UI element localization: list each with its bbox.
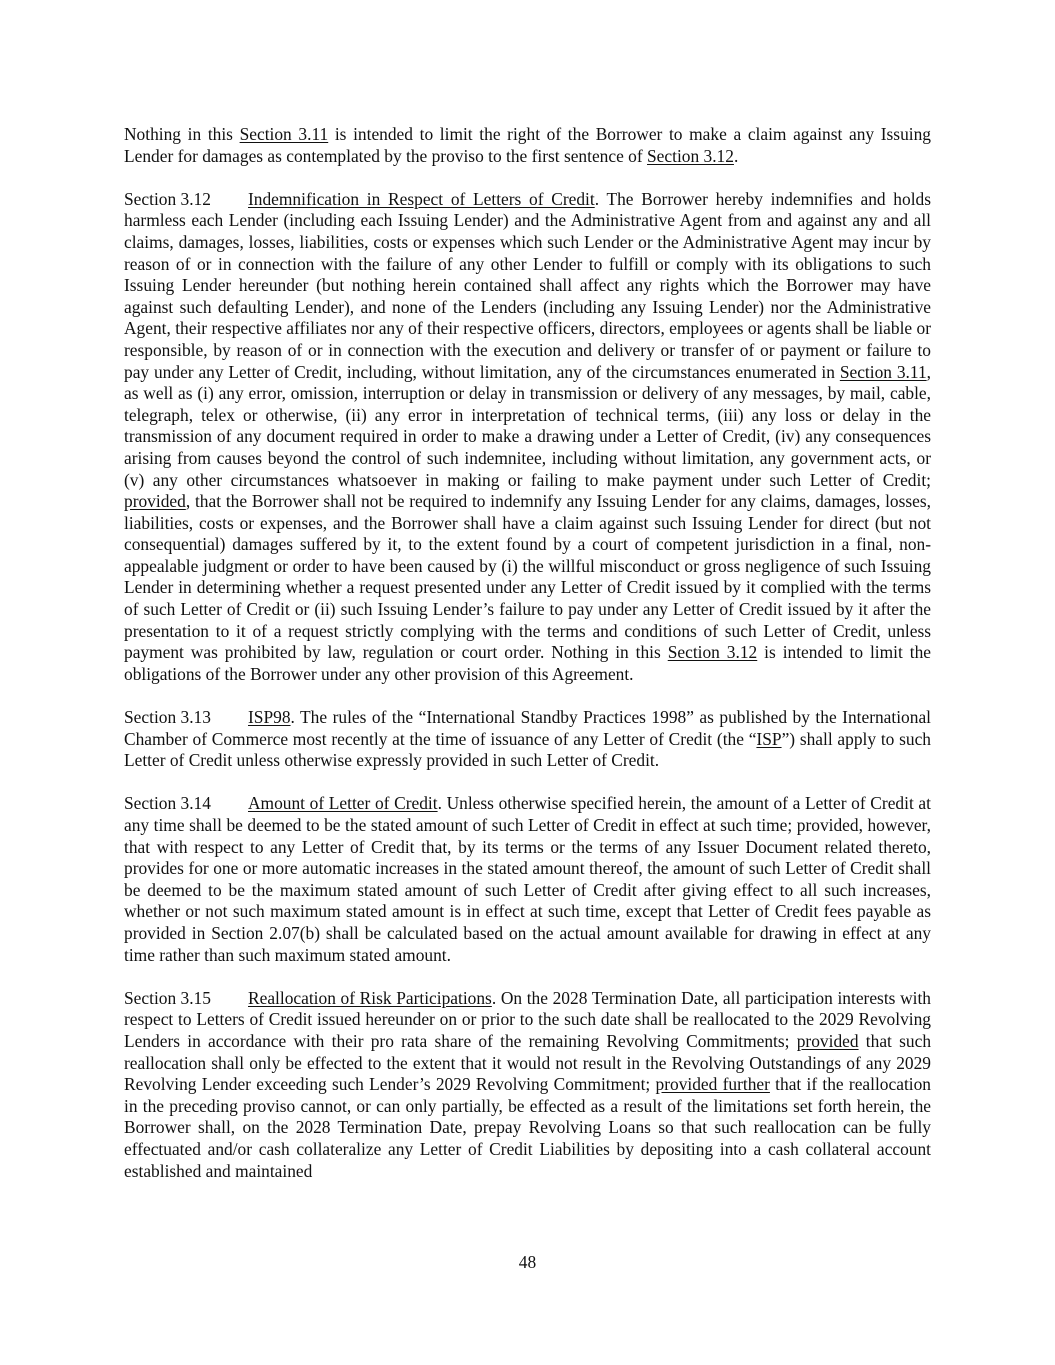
cross-reference-section-3-11: Section 3.11	[239, 124, 329, 144]
section-number: Section 3.13	[124, 707, 211, 728]
section-heading: Reallocation of Risk Participations	[248, 987, 492, 1008]
paragraph-section-3-13: Section 3.13 ISP98. The rules of the “International Standby Practices 1998” as published by the International Chamber of Commerce most recently at the time of issuance of any Letter of Credit (the “ISP”) shall apply to such Letter of Credit unless otherwise expressly provided in such Letter of Credit.	[124, 707, 931, 771]
document-body	[124, 124, 931, 1204]
paragraph-section-3-15: Section 3.15 Reallocation of Risk Participations. On the 2028 Termination Date, all participation interests with respect to Letters of Credit issued hereunder on or prior to the such date shall be reallocated to the 2029 Revolving Lenders in accordance with their pro rata share of the remaining Revolving Commitments; provided that such reallocation shall only be effected to the extent that it would not result in the Revolving Outstandings of any 2029 Revolving Lender exceeding such Lender’s 2029 Revolving Commitment; provided further that if the reallocation in the preceding proviso cannot, or can only partially, be effected as a result of the limitations set forth herein, the Borrower shall, on the 2028 Termination Date, prepay Revolving Loans so that such reallocation can be fully effectuated and/or cash collateralize any Letter of Credit Liabilities by depositing into a cash collateral account established and maintained	[124, 987, 932, 1181]
section-heading: Indemnification in Respect of Letters of Credit	[248, 188, 595, 209]
paragraph-section-3-11-note: Nothing in this Section 3.11 is intended to limit the right of the Borrower to make a claim against any Issuing Lender for damages as contemplated by the proviso to the first sentence of Section 3.12.	[124, 124, 931, 166]
section-number: Section 3.12	[124, 188, 211, 209]
defined-term-provided: provided	[796, 1030, 859, 1051]
defined-term-provided-further: provided further	[655, 1074, 770, 1095]
section-number: Section 3.14	[124, 793, 211, 814]
cross-reference-section-3-12: Section 3.12	[647, 145, 734, 166]
paragraph-section-3-14: Section 3.14 Amount of Letter of Credit. Unless otherwise specified herein, the amount of a Letter of Credit at any time shall be deemed to be the stated amount of such Letter of Credit in effect at such time; provided, however, that with respect to any Letter of Credit that, by its terms or the terms of any Issuer Document related thereto, provides for one or more automatic increases in the stated amount thereof, the amount of such Letter of Credit shall be deemed to be the maximum stated amount of such Letter of Credit after giving effect to all such increases, whether or not such maximum stated amount is in effect at such time, except that Letter of Credit fees payable as provided in Section 2.07(b) shall be calculated based on the actual amount available for drawing in effect at any time rather than such maximum stated amount.	[124, 793, 931, 965]
paragraph-section-3-12: Section 3.12 Indemnification in Respect of Letters of Credit. The Borrower hereby indemnifies and holds harmless each Lender (including each Issuing Lender) and the Administrative Agent from and against any and all claims, damages, losses, liabilities, costs or expenses which such Lender or the Administrative Agent may incur by reason of or in connection with the failure of any other Lender to fulfill or comply with its obligations to such Issuing Lender hereunder (but nothing herein contained shall affect any rights which the Borrower may have against such defaulting Lender), and none of the Lenders (including any Issuing Lender) nor the Administrative Agent, their respective affiliates nor any of their respective officers, directors, employees or agents shall be liable or responsible, by reason of or in connection with the execution and delivery or transfer of or payment or failure to pay under any Letter of Credit, including, without limitation, any of the circumstances enumerated in Section 3.11, as well as (i) any error, omission, interruption or delay in transmission or delivery of any messages, by mail, cable, telegraph, telex or otherwise, (ii) any error in interpretation of technical terms, (iii) any loss or delay in the transmission of any document required in order to make a drawing under a Letter of Credit, (iv) any consequences arising from causes beyond the control of such indemnitee, including without limitation, any government acts, or (v) any other circumstances whatsoever in making or failing to make payment under such Letter of Credit; provided, that the Borrower shall not be required to indemnify any Issuing Lender for any claims, damages, losses, liabilities, costs or expenses, and the Borrower shall have a claim against such Issuing Lender for direct (but not consequential) damages suffered by it, to the extent found by a court of competent jurisdiction in a final, non-appealable judgment or order to have been caused by (i) the willful misconduct or gross negligence of such Issuing Lender in determining whether a request presented under any Letter of Credit issued by it complied with the terms of such Letter of Credit or (ii) such Issuing Lender’s failure to pay under any Letter of Credit issued by it after the presentation to it of a request strictly complying with the terms and conditions of such Letter of Credit, unless payment was prohibited by law, regulation or court order. Nothing in this Section 3.12 is intended to limit the obligations of the Borrower under any other provision of this Agreement.	[124, 188, 931, 684]
section-heading: Amount of Letter of Credit	[248, 793, 438, 814]
cross-reference-section-3-12: Section 3.12	[667, 642, 758, 663]
section-number: Section 3.15	[124, 987, 211, 1008]
page-number: 48	[518, 1252, 537, 1272]
section-heading: ISP98	[248, 707, 291, 728]
defined-term-provided: provided	[124, 491, 186, 512]
defined-term-isp: ISP	[756, 728, 782, 749]
cross-reference-section-3-11: Section 3.11	[839, 361, 927, 382]
